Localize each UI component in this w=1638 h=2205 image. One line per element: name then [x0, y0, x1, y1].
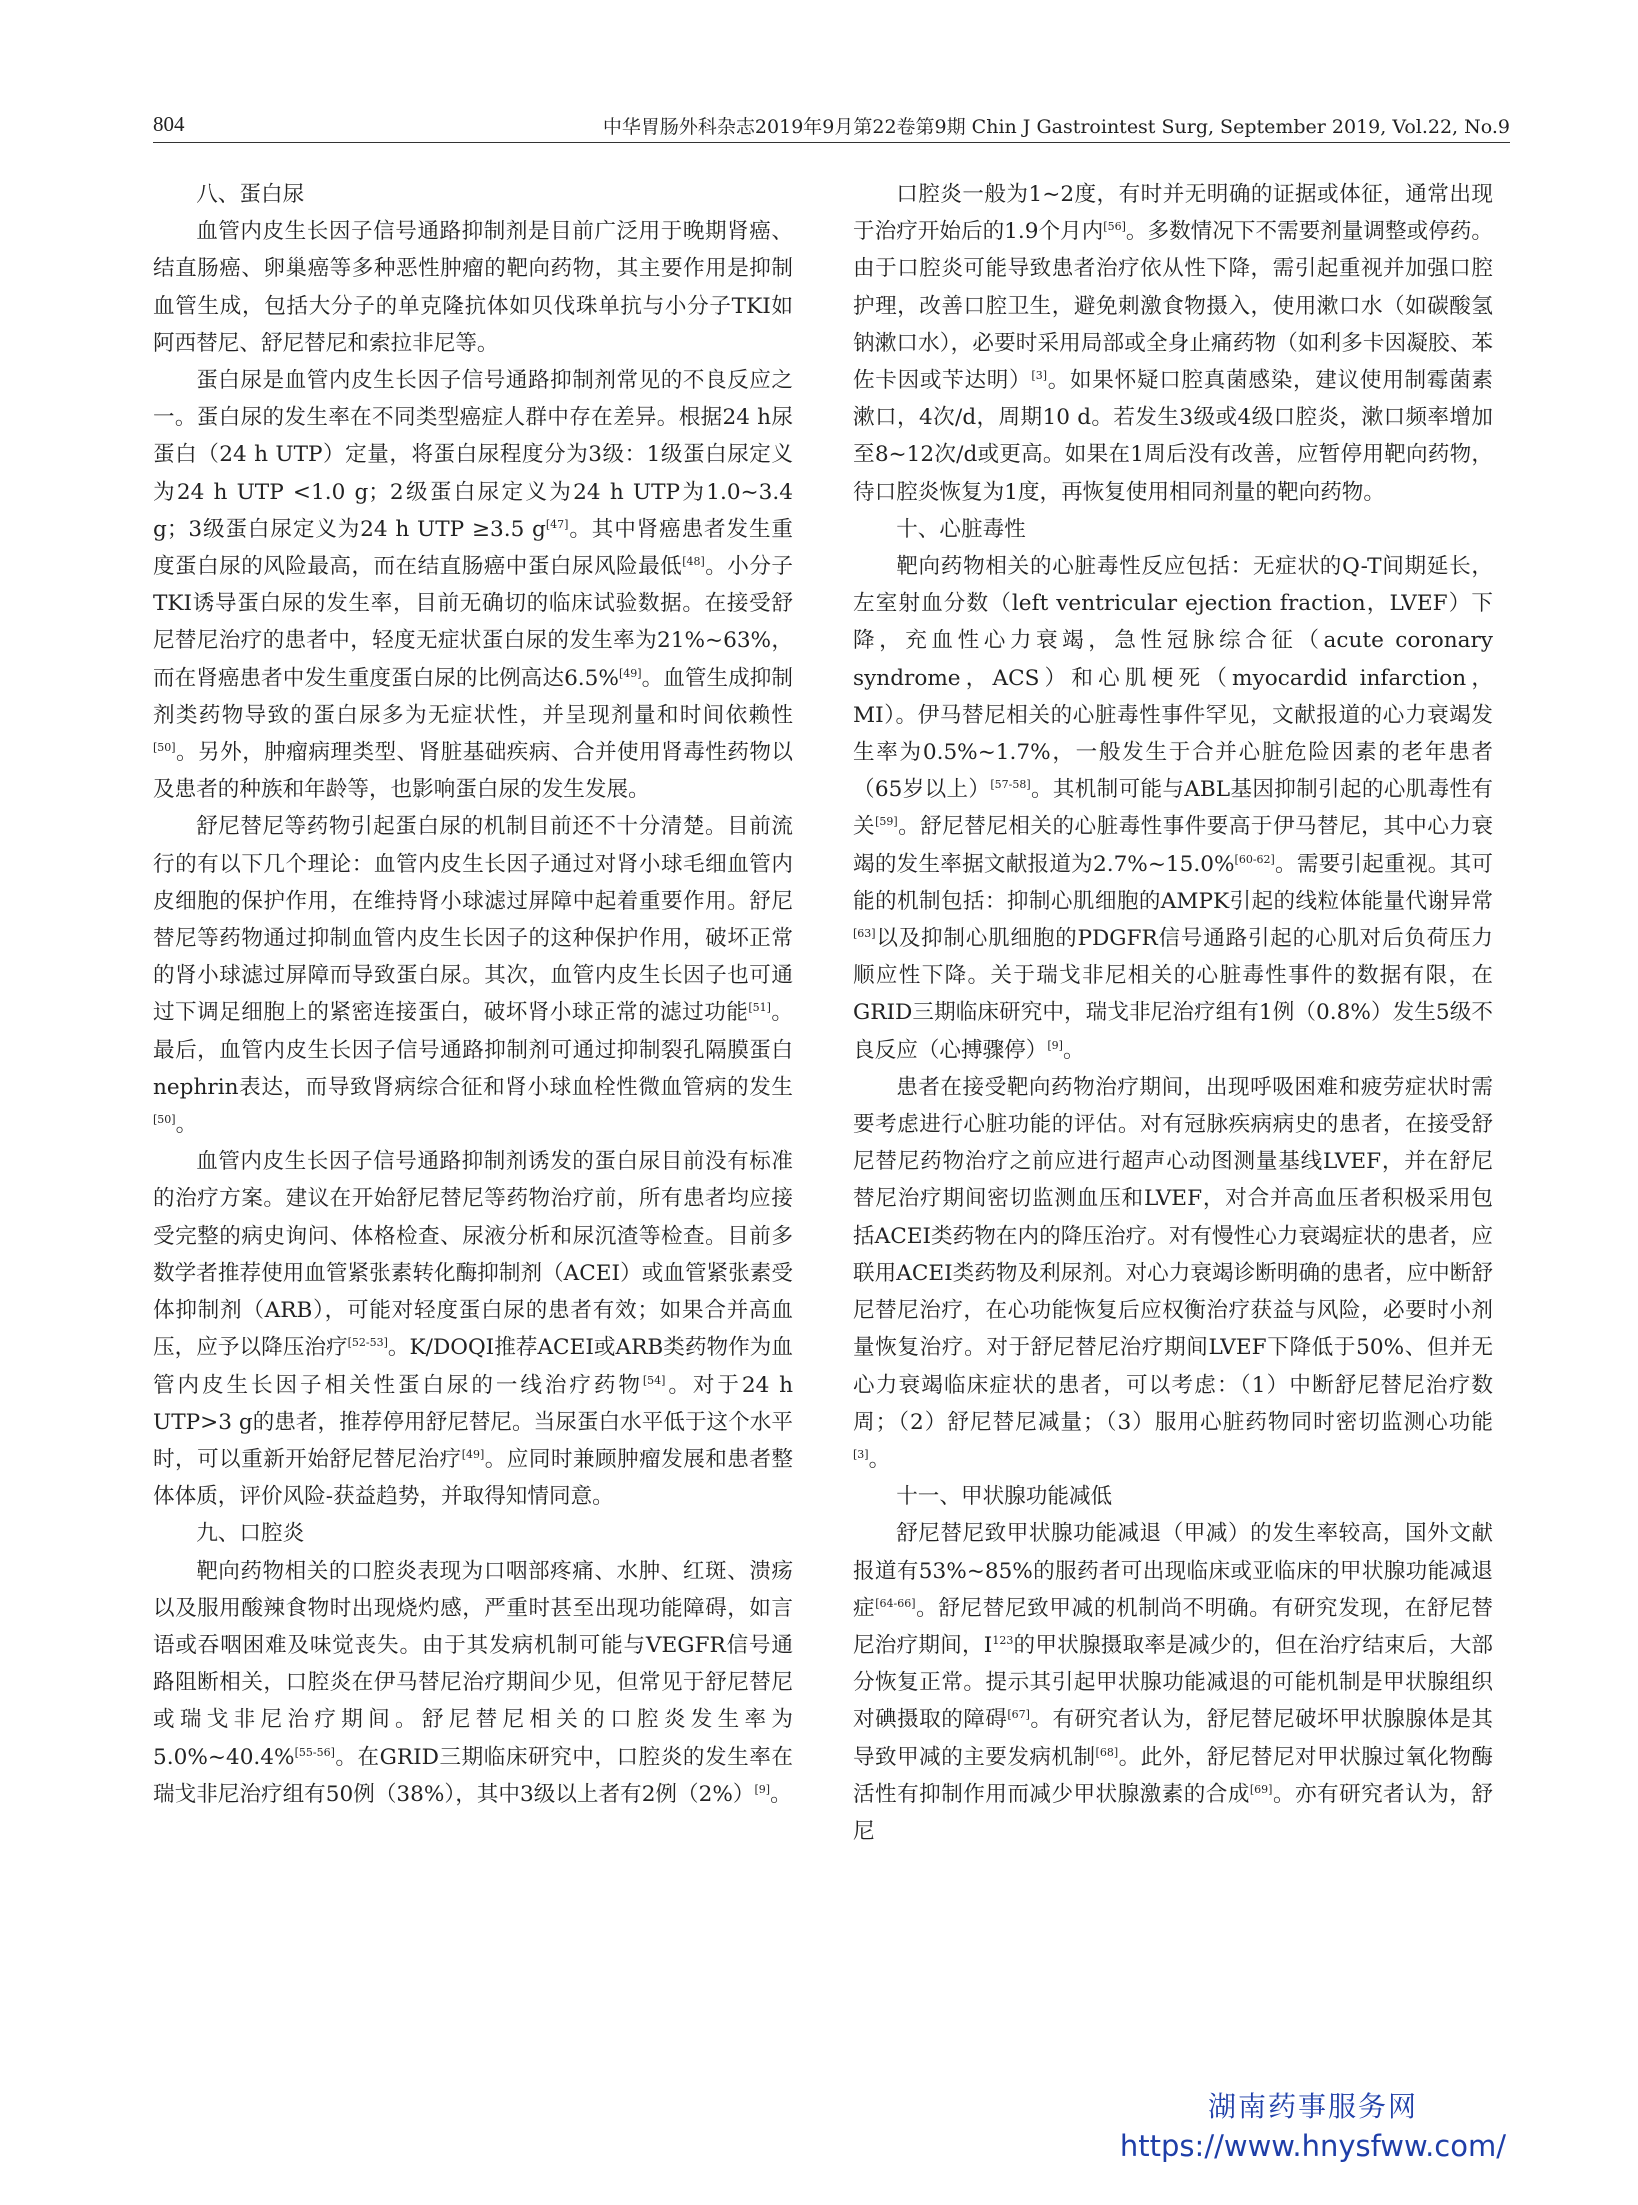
- paragraph-text: 。: [868, 1446, 891, 1472]
- section-heading: 十、心脏毒性: [896, 516, 1026, 542]
- paragraph-text: 舒尼替尼致甲状腺功能减退（甲减）的发生率较高，国外文献报道有53%~85%的服药者可出现临床或亚临床的甲状腺功能减退症: [853, 1521, 1493, 1621]
- paragraph-text: 患者在接受靶向药物治疗期间，出现呼吸困难和疲劳症状时需要考虑进行心脏功能的评估。对有冠脉疾病病史的患者，在接受舒尼替尼药物治疗之前应进行超声心动图测量基线LVEF，并在舒尼替尼治疗期间密切监测血压和LVEF，对合并高血压者积极采用包括ACEI类药物在内的降压治疗。对有慢性心力衰竭症状的患者，应联用ACEI类药物及利尿剂。对心力衰竭诊断明确的患者，应中断舒尼替尼治疗，在心功能恢复后应权衡治疗获益与风险，必要时小剂量恢复治疗。对于舒尼替尼治疗期间LVEF下降低于50%、但并无心力衰竭临床症状的患者，可以考虑：（1）中断舒尼替尼治疗数周；（2）舒尼替尼减量；（3）服用心脏药物同时密切监测心功能: [853, 1074, 1493, 1435]
- paragraph-text: 以及抑制心肌细胞的PDGFR信号通路引起的心肌对后负荷压力顺应性下降。关于瑞戈非尼相关的心脏毒性事件的数据有限，在GRID三期临床研究中，瑞戈非尼治疗组有1例（0.8%）发生5级不良反应（心搏骤停）: [853, 926, 1493, 1063]
- paragraph-text: 。: [1062, 1037, 1085, 1063]
- paragraph-text: 。在GRID三期临床研究中，口腔炎的发生率在瑞戈非尼治疗组有50例（38%），其中3级以上者有2例（2%）: [153, 1744, 793, 1807]
- body-paragraph: [853, 1069, 1493, 1478]
- paragraph-text: 的甲状腺摄取率是减少的，但在治疗结束后，大部分恢复正常。提示其引起甲状腺功能减退的可能机制是甲状腺组织对碘摄取的障碍: [853, 1632, 1493, 1733]
- paragraph-text: 口腔炎一般为1~2度，有时并无明确的证据或体征，通常出现于治疗开始后的1.9个月内: [853, 182, 1493, 245]
- right-column: [853, 176, 1493, 1850]
- body-paragraph: [153, 362, 793, 808]
- citation-reference: [56]: [1103, 220, 1126, 234]
- watermark-site-name: 湖南药事服务网: [1207, 2090, 1418, 2123]
- citation-reference: [50]: [153, 1113, 176, 1127]
- paragraph-text: 血管内皮生长因子信号通路抑制剂诱发的蛋白尿目前没有标准的治疗方案。建议在开始舒尼替尼等药物治疗前，所有患者均应接受完整的病史询问、体格检查、尿液分析和尿沉渣等检查。目前多数学者推荐使用血管紧张素转化酶抑制剂（ACEI）或血管紧张素受体抑制剂（ARB），可能对轻度蛋白尿的患者有效；如果合并高血压，应予以降压治疗: [153, 1149, 793, 1361]
- section-heading: 九、口腔炎: [196, 1521, 305, 1547]
- body-paragraph: [153, 1143, 793, 1515]
- citation-reference: [54]: [642, 1373, 666, 1387]
- paragraph-text: 。: [770, 1781, 792, 1807]
- body-paragraph: [853, 548, 1493, 1069]
- citation-reference: [69]: [1249, 1782, 1273, 1796]
- citation-reference: [64-66]: [875, 1596, 916, 1610]
- paragraph-text: 靶向药物相关的口腔炎表现为口咽部疼痛、水肿、红斑、溃疡以及服用酸辣食物时出现烧灼感，严重时甚至出现功能障碍，如言语或吞咽困难及味觉丧失。由于其发病机制可能与VEGFR信号通路阻断相关，口腔炎在伊马替尼治疗期间少见，但常见于舒尼替尼或瑞戈非尼治疗期间。舒尼替尼相关的口腔炎发生率为5.0%~40.4%: [153, 1558, 793, 1770]
- citation-reference: [47]: [545, 517, 569, 531]
- citation-reference: [57-58]: [990, 778, 1031, 792]
- citation-reference: [9]: [754, 1782, 771, 1796]
- citation-reference: [3]: [853, 1447, 869, 1461]
- body-paragraph: [153, 1553, 793, 1813]
- citation-reference: [55-56]: [294, 1745, 335, 1759]
- paragraph-text: 血管内皮生长因子信号通路抑制剂是目前广泛用于晚期肾癌、结直肠癌、卵巢癌等多种恶性肿瘤的靶向药物，其主要作用是抑制血管生成，包括大分子的单克隆抗体如贝伐珠单抗与小分子TKI如阿西替尼、舒尼替尼和索拉非尼等。: [153, 219, 793, 356]
- citation-reference: [63]: [853, 927, 876, 941]
- citation-reference: [9]: [1047, 1038, 1063, 1052]
- citation-reference: [68]: [1095, 1745, 1119, 1759]
- paragraph-text: 。: [175, 1112, 198, 1138]
- paragraph-text: 。有研究者认为，舒尼替尼破坏甲状腺腺体是其导致甲减的主要发病机制: [853, 1707, 1493, 1770]
- paragraph-text: 。其机制可能与ABL基因抑制引起的心肌毒性有关: [853, 777, 1493, 840]
- section-heading: 八、蛋白尿: [196, 182, 305, 207]
- citation-reference: [52-53]: [347, 1336, 388, 1350]
- paragraph-text: 舒尼替尼等药物引起蛋白尿的机制目前还不十分清楚。目前流行的有以下几个理论：血管内皮生长因子通过对肾小球毛细血管内皮细胞的保护作用，在维持肾小球滤过屏障中起着重要作用。舒尼替尼等药物通过抑制血管内皮生长因子的这种保护作用，破坏正常的肾小球滤过屏障而导致蛋白尿。其次，血管内皮生长因子也可通过下调足细胞上的紧密连接蛋白，破坏肾小球正常的滤过功能: [153, 814, 793, 1026]
- paragraph-text: 。小分子TKI诱导蛋白尿的发生率，目前无确切的临床试验数据。在接受舒尼替尼治疗的患者中，轻度无症状蛋白尿的发生率为21%~63%，而在肾癌患者中发生重度蛋白尿的比例高达6.5%: [153, 554, 793, 691]
- paragraph-text: 。舒尼替尼相关的心脏毒性事件要高于伊马替尼，其中心力衰竭的发生率据文献报道为2.7%~15.0%: [853, 814, 1493, 877]
- citation-reference: [60-62]: [1234, 852, 1275, 866]
- paragraph-text: 靶向药物相关的心脏毒性反应包括：无症状的Q-T间期延长，左室射血分数（left ventricular ejection fraction，LVEF）下降，充血性心力衰竭，急性冠脉综合征（acute coronary syndrome，ACS）和心肌梗死（myocardid infarction，MI）。伊马替尼相关的心脏毒性事件罕见，文献报道的心力衰竭发生率为0.5%~1.7%，一般发生于合并心脏危险因素的老年患者（65岁以上）: [853, 554, 1493, 803]
- paragraph-text: 。其中肾癌患者发生重度蛋白尿的风险最高，而在结直肠癌中蛋白尿风险最低: [153, 516, 793, 580]
- citation-reference: [50]: [153, 741, 176, 755]
- citation-reference: [67]: [1007, 1708, 1030, 1722]
- citation-reference: [3]: [1031, 369, 1047, 383]
- section-heading: 十一、甲状腺功能减低: [896, 1484, 1113, 1510]
- paragraph-text: 。血管生成抑制剂类药物导致的蛋白尿多为无症状性，并呈现剂量和时间依赖性: [153, 665, 793, 728]
- paragraph-text: 。需要引起重视。其可能的机制包括：抑制心肌细胞的AMPK引起的线粒体能量代谢异常: [853, 851, 1493, 914]
- paragraph-text: 。此外，舒尼替尼对甲状腺过氧化物酶活性有抑制作用而减少甲状腺激素的合成: [853, 1744, 1493, 1807]
- paragraph-text: 。应同时兼顾肿瘤发展和患者整体体质，评价风险-获益趋势，并取得知情同意。: [153, 1446, 793, 1510]
- paragraph-text: 。K/DOQI推荐ACEI或ARB类药物作为血管内皮生长因子相关性蛋白尿的一线治疗药物: [153, 1335, 793, 1398]
- left-column: [153, 176, 793, 1813]
- paragraph-text: 。最后，血管内皮生长因子信号通路抑制剂可通过抑制裂孔隔膜蛋白nephrin表达，而导致肾病综合征和肾小球血栓性微血管病的发生: [153, 1000, 793, 1100]
- citation-reference: [48]: [682, 555, 705, 569]
- paragraph-text: 蛋白尿是血管内皮生长因子信号通路抑制剂常见的不良反应之一。蛋白尿的发生率在不同类型癌症人群中存在差异。根据24 h尿蛋白（24 h UTP）定量，将蛋白尿程度分为3级：1级蛋白尿定义为24 h UTP <1.0 g；2级蛋白尿定义为24 h UTP为1.0~3.4 g；3级蛋白尿定义为24 h UTP ≥3.5 g: [153, 368, 793, 542]
- paragraph-text: 。另外，肿瘤病理类型、肾脏基础疾病、合并使用肾毒性药物以及患者的种族和年龄等，也影响蛋白尿的发生发展。: [153, 740, 793, 803]
- running-header: [153, 108, 1510, 143]
- watermark-url: https://www.hnysfww.com/: [1119, 2129, 1506, 2163]
- citation-reference: 123: [992, 1633, 1014, 1647]
- paragraph-text: 。舒尼替尼致甲减的机制尚不明确。有研究发现，在舒尼替尼治疗期间，I: [853, 1595, 1493, 1658]
- paragraph-text: 。如果怀疑口腔真菌感染，建议使用制霉菌素漱口，4次/d，周期10 d。若发生3级或4级口腔炎，漱口频率增加至8~12次/d或更高。如果在1周后没有改善，应暂停用靶向药物，待口腔炎恢复为1度，再恢复使用相同剂量的靶向药物。: [853, 368, 1493, 505]
- paragraph-text: 。对于24 h UTP>3 g的患者，推荐停用舒尼替尼。当尿蛋白水平低于这个水平时，可以重新开始舒尼替尼治疗: [153, 1372, 793, 1472]
- paragraph-text: 。多数情况下不需要剂量调整或停药。由于口腔炎可能导致患者治疗依从性下降，需引起重视并加强口腔护理，改善口腔卫生，避免刺激食物摄入，使用漱口水（如碳酸氢钠漱口水），必要时采用局部或全身止痛药物（如利多卡因凝胶、苯佐卡因或苄达明）: [853, 219, 1493, 394]
- body-paragraph: [853, 1515, 1493, 1850]
- page-number: 804: [153, 112, 185, 136]
- paragraph-text: 。亦有研究者认为，舒尼: [853, 1781, 1493, 1844]
- watermark: [1120, 2085, 1506, 2163]
- journal-citation: 中华胃肠外科杂志2019年9月第22卷第9期 Chin J Gastrointest Surg, September 2019, Vol.22, No.9: [602, 116, 1510, 138]
- citation-reference: [59]: [875, 815, 898, 829]
- citation-reference: [51]: [748, 1001, 771, 1015]
- body-paragraph: [153, 213, 793, 362]
- citation-reference: [49]: [461, 1447, 485, 1461]
- body-paragraph: [153, 808, 793, 1143]
- citation-reference: [49]: [618, 666, 642, 680]
- body-paragraph: [853, 176, 1493, 511]
